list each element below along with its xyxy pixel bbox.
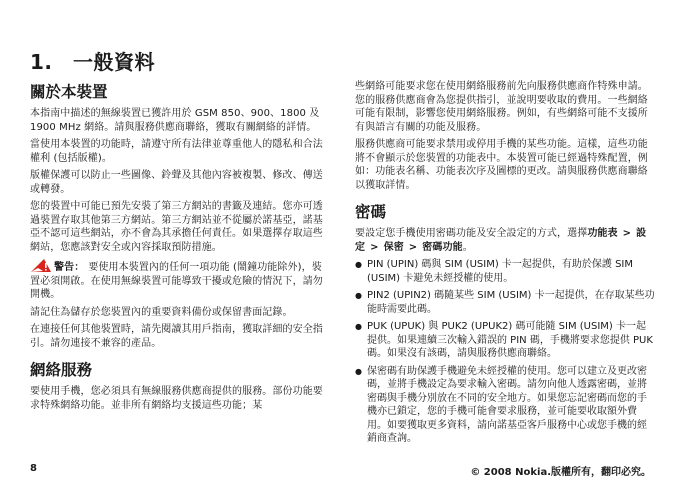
paragraph: 您的裝置中可能已預先安裝了第三方網站的書籤及連結。您亦可透過裝置存取其他第三方網站。第三方網站並不從屬於諾基亞，諾基亞不認可這些網站，亦不會為其承擔任何責任。如果選擇存取這些網站，您應該對安全或內容採取預防措施。	[30, 201, 323, 253]
paragraph: 請記住為儲存於您裝置內的重要資料備份或保留書面記錄。	[30, 306, 293, 318]
menu-path-separator: >	[408, 241, 418, 253]
list-item: ● PUK (UPUK) 與 PUK2 (UPUK2) 碼可能隨 SIM (USIM) 卡一起提供。如果連續三次輸入錯誤的 PIN 碼，手機將要求您提供 PUK 碼。如果沒有該碼，請與服務供應商聯絡。	[355, 320, 655, 361]
menu-path-separator: >	[370, 241, 379, 253]
paragraph: 版權保護可以防止一些圖像、鈴聲及其他內容被複製、修改、傳送或轉發。	[30, 170, 323, 195]
warning-label: 警告：	[54, 262, 85, 273]
codes-intro	[355, 227, 655, 254]
right-column	[355, 80, 655, 450]
list-item: ● PIN2 (UPIN2) 碼隨某些 SIM (USIM) 卡一起提供，在存取某些功能時需要此碼。	[355, 289, 655, 316]
menu-path-separator: >	[622, 228, 632, 239]
paragraph: 些網絡可能要求您在使用網絡服務前先向服務供應商作特殊申請。您的服務供應商會為您提供指引，並說明要收取的費用。一些網絡可能有限制，影響您使用網絡服務。例如，有些網絡可能不支援所有與語言有關的功能及服務。	[355, 81, 648, 133]
warning-triangle-icon	[30, 258, 52, 273]
chapter-title: 1. 一般資料	[30, 50, 156, 74]
codes-intro-text: 要設定您手機使用密碼功能及安全設定的方式，選擇	[355, 228, 588, 239]
warning-text: 要使用本裝置內的任何一項功能 (鬧鐘功能除外)，裝置必須開啟。在使用無線裝置可能導致干擾或危險的情況下，請勿開機。	[30, 262, 323, 300]
paragraph: 當使用本裝置的功能時，請遵守所有法律並尊重他人的隱私和合法權利 (包括版權)。	[30, 139, 323, 164]
network-services-heading: 網絡服務	[30, 361, 93, 379]
list-item: ● 保密碼有助保護手機避免未經授權的使用。您可以建立及更改密碼，並將手機設定為要求輸入密碼。請勿向他人透露密碼，並將密碼與手機分別放在不同的安全地方。如果您忘記密碼而您的手機亦已鎖定，您的手機可能會要求服務，並可能要收取額外費用。如要獲取更多資料，請向諾基亞客戶服務中心或您手機的經銷商查詢。	[355, 365, 655, 446]
about-device-heading: 關於本裝置	[30, 83, 108, 101]
paragraph: 服務供應商可能要求禁用或停用手機的某些功能。這樣，這些功能將不會顯示於您裝置的功能表中。本裝置可能已經過特殊配置，例如：功能表名稱、功能表次序及圖標的更改。請與服務供應商聯絡以獲取詳情。	[355, 139, 648, 191]
left-column	[30, 82, 330, 416]
menu-path-end: 。	[462, 241, 473, 253]
warning-note	[30, 258, 330, 302]
copyright-notice: © 2008 Nokia.版權所有，翻印必究。	[470, 467, 651, 478]
menu-path-item: 設定	[355, 228, 647, 253]
menu-path-item: 功能表	[587, 228, 618, 239]
access-codes-heading: 密碼	[355, 203, 387, 221]
menu-path-item: 密碼功能	[422, 241, 463, 253]
list-item: ● PIN (UPIN) 碼與 SIM (USIM) 卡一起提供，有助於保護 SIM (USIM) 卡避免未經授權的使用。	[355, 258, 655, 285]
paragraph: 要使用手機，您必須具有無線服務供應商提供的服務。部份功能要求特殊網絡功能。並非所有網絡均支援這些功能；某	[30, 386, 323, 411]
page-number: 8	[30, 463, 37, 474]
menu-path-item: 保密	[383, 241, 404, 253]
paragraph: 本指南中描述的無線裝置已獲許用於 GSM 850、900、1800 及 1900 MHz 網絡。請與服務供應商聯絡，獲取有關網絡的詳情。	[30, 108, 320, 133]
paragraph: 在連接任何其他裝置時，請先閱讀其用戶指南，獲取詳細的安全指引。請勿連接不兼容的產品。	[30, 324, 323, 349]
codes-list	[355, 258, 655, 446]
